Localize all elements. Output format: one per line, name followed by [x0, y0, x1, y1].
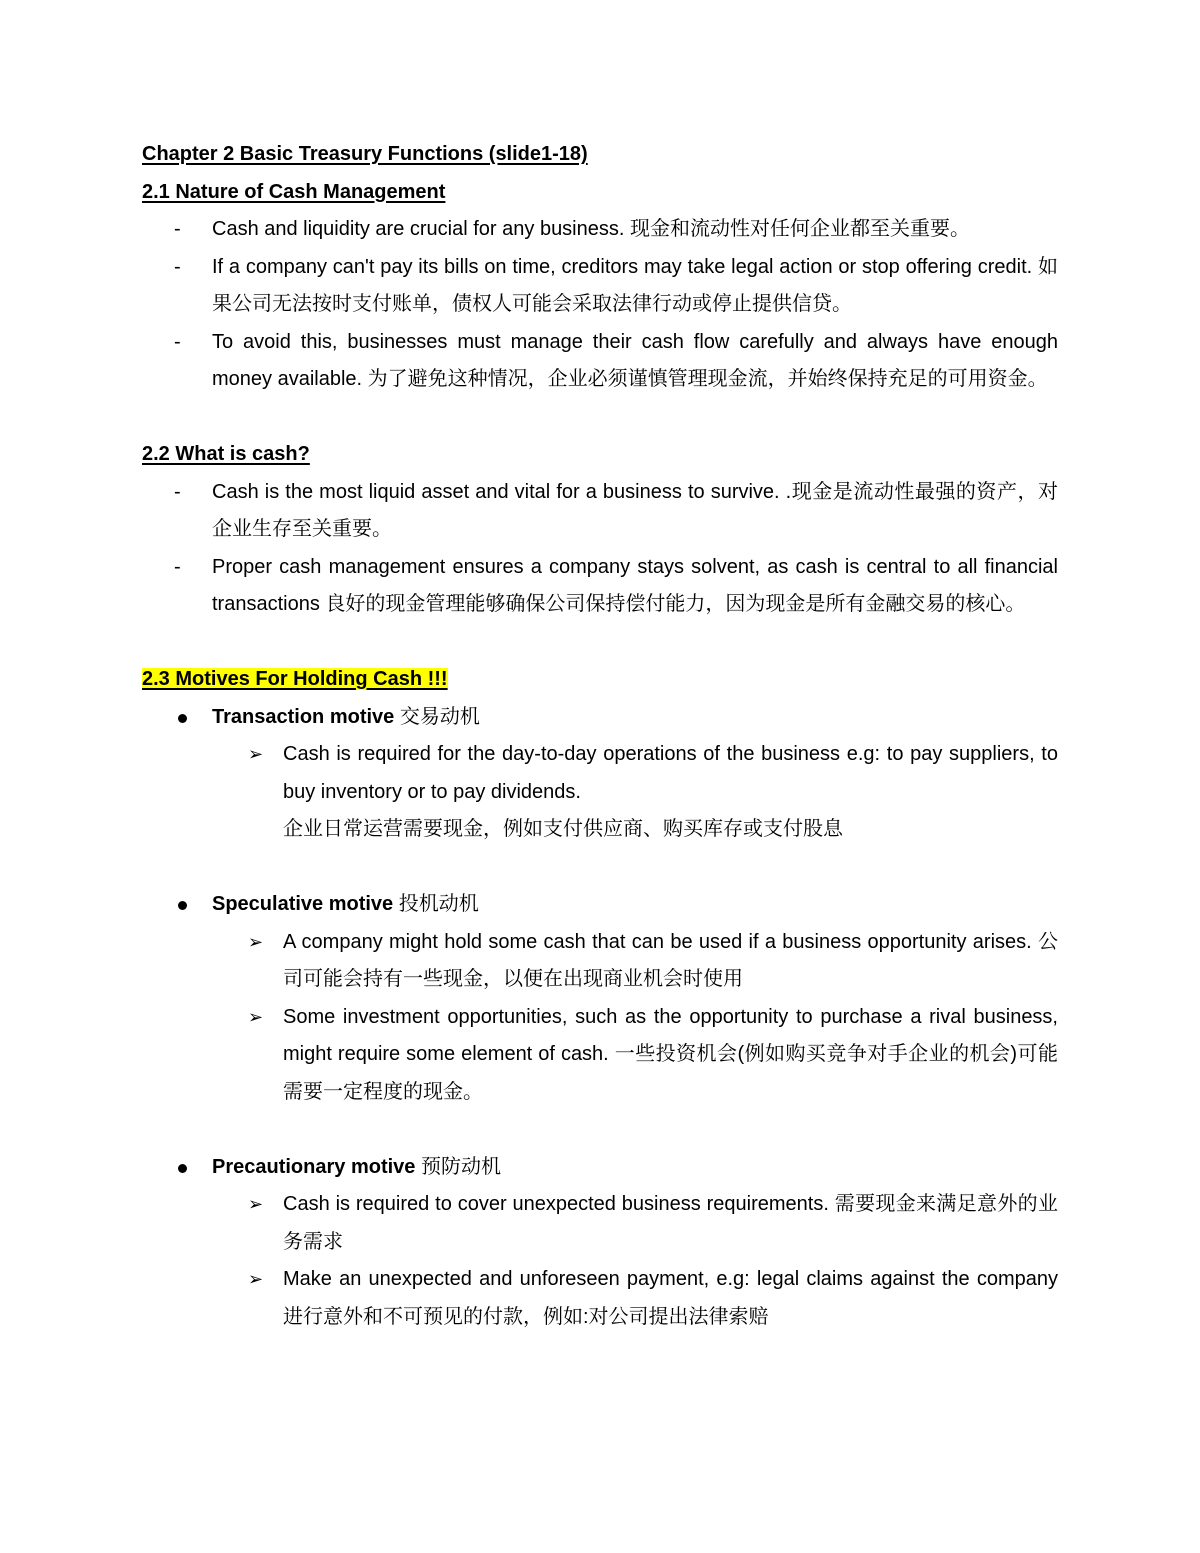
- precautionary-motive: [142, 1149, 1058, 1337]
- motive-title-en: Precautionary motive: [212, 1155, 416, 1178]
- motive-title: [212, 1149, 1058, 1187]
- list-item: [142, 249, 1058, 324]
- section-2-3-heading-wrap: [142, 661, 1058, 699]
- chapter-title: Chapter 2 Basic Treasury Functions (slide1-18): [142, 143, 588, 165]
- spacer: [142, 399, 1058, 437]
- document-page: [142, 136, 1058, 1336]
- motive-point: [212, 736, 1058, 849]
- motive-point-text-en: Cash is required for the day-to-day operations of the business e.g: to pay suppliers, to buy inventory or to pay dividends.: [283, 743, 1058, 803]
- list-item-text: To avoid this, businesses must manage their cash flow carefully and always have enough money available. 为了避免这种情况，企业必须谨慎管理现金流，并始终保持充足的可用资金。: [212, 330, 1058, 390]
- arrow-bullet-icon: ➢: [248, 1006, 264, 1028]
- motive-title: [212, 699, 1058, 737]
- motive-point-text: A company might hold some cash that can be used if a business opportunity arises. 公司可能会持有一些现金，以便在出现商业机会时使用: [283, 930, 1058, 990]
- spacer: [142, 624, 1058, 662]
- list-item-text: If a company can't pay its bills on time, creditors may take legal action or stop offering credit. 如果公司无法按时支付账单，债权人可能会采取法律行动或停止提供信贷。: [212, 255, 1058, 315]
- section-2-2-heading: 2.2 What is cash?: [142, 443, 310, 465]
- motive-point: [212, 924, 1058, 999]
- arrow-bullet-icon: ➢: [248, 931, 264, 953]
- motive-title-en: Speculative motive: [212, 893, 394, 915]
- motive-title-en: Transaction motive: [212, 705, 395, 728]
- motive-title-zh: 预防动机: [420, 1155, 501, 1178]
- bullet-dot-icon: [178, 714, 187, 723]
- dash-marker: -: [174, 330, 181, 353]
- dash-marker: -: [174, 555, 181, 578]
- list-item: [142, 324, 1058, 399]
- section-2-3-heading: 2.3 Motives For Holding Cash !!!: [142, 668, 448, 690]
- motive-point: [212, 999, 1058, 1112]
- transaction-motive: [142, 699, 1058, 849]
- motive-point-text: Cash is required to cover unexpected business requirements. 需要现金来满足意外的业务需求: [283, 1193, 1058, 1253]
- motive-point-text: Make an unexpected and unforeseen payment, e.g: legal claims against the company 进行意外和不可预见的付款，例如:对公司提出法律索赔: [283, 1268, 1058, 1328]
- list-item: [142, 549, 1058, 624]
- arrow-bullet-icon: ➢: [248, 1194, 264, 1215]
- spacer: [142, 849, 1058, 887]
- arrow-bullet-icon: ➢: [248, 744, 264, 765]
- dash-marker: -: [174, 255, 181, 278]
- motive-title: [212, 886, 1058, 924]
- motive-title-zh: 交易动机: [399, 705, 480, 728]
- motive-point-text-zh: 企业日常运营需要现金，例如支付供应商、购买库存或支付股息: [283, 818, 843, 840]
- bullet-dot-icon: [178, 901, 187, 910]
- motive-title-zh: 投机动机: [398, 893, 479, 915]
- list-item-text: Cash is the most liquid asset and vital for a business to survive. .现金是流动性最强的资产，对企业生存至关重要。: [212, 480, 1058, 540]
- arrow-bullet-icon: ➢: [248, 1269, 264, 1290]
- dash-marker: -: [174, 480, 181, 503]
- motive-point-text: Some investment opportunities, such as the opportunity to purchase a rival business, might require some element of cash. 一些投资机会(例如购买竞争对手企业的机会)可能需要一定程度的现金。: [283, 1005, 1058, 1103]
- section-2-2-list: [142, 474, 1058, 624]
- motive-point: [212, 1186, 1058, 1261]
- section-2-1-heading: 2.1 Nature of Cash Management: [142, 180, 446, 203]
- speculative-motive: [142, 886, 1058, 1111]
- list-item: [142, 474, 1058, 549]
- list-item-text: Proper cash management ensures a company stays solvent, as cash is central to all financial transactions 良好的现金管理能够确保公司保持偿付能力，因为现金是所有金融交易的核心。: [212, 555, 1058, 615]
- list-item: [142, 211, 1058, 249]
- list-item-text: Cash and liquidity are crucial for any business. 现金和流动性对任何企业都至关重要。: [212, 218, 970, 240]
- section-2-1-list: [142, 211, 1058, 399]
- motive-point: [212, 1261, 1058, 1336]
- spacer: [142, 1111, 1058, 1149]
- bullet-dot-icon: [178, 1164, 187, 1173]
- dash-marker: -: [174, 218, 181, 240]
